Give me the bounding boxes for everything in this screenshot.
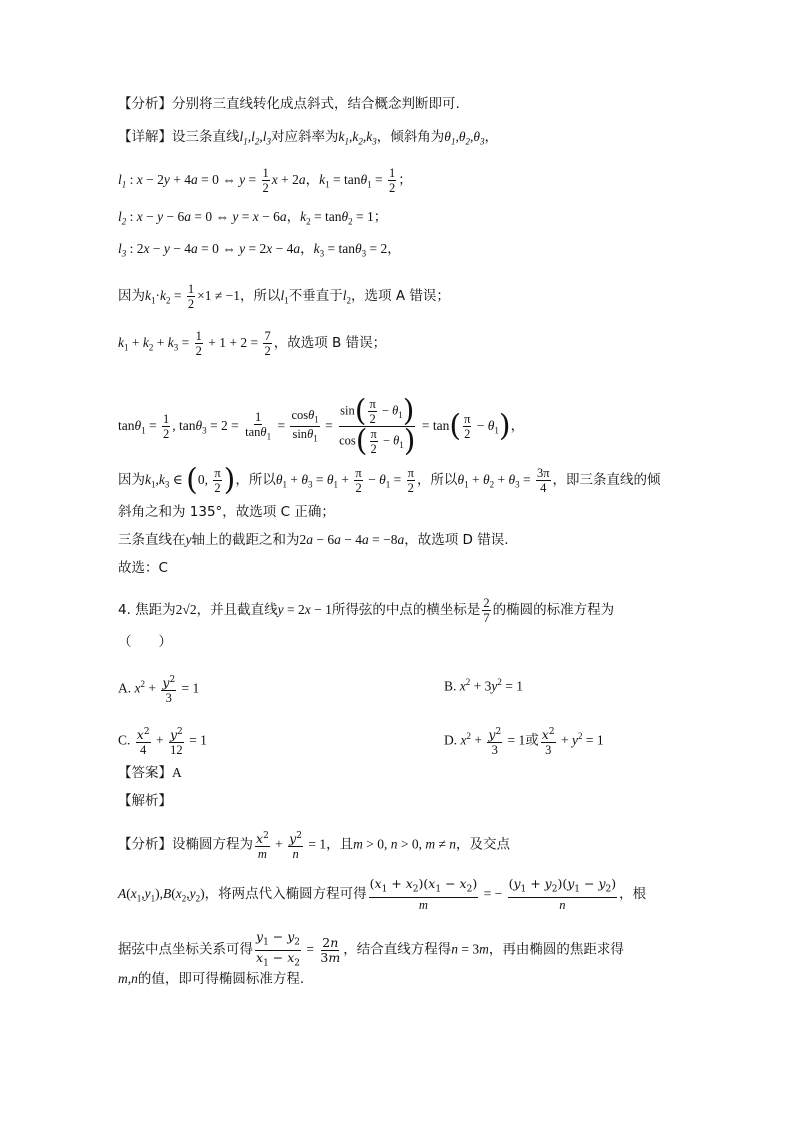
or-text: 或 — [525, 732, 539, 749]
choose-line — [118, 559, 168, 577]
because-2: 因为 — [118, 472, 145, 488]
opt-a-label: A. — [118, 680, 132, 696]
math-angles: $\theta_1,\theta_2,\theta_3$ — [444, 129, 485, 147]
analysis-body: 分别将三直线转化成点斜式，结合概念判断即可. — [172, 96, 460, 112]
fenxi2-a: 设椭圆方程为 — [172, 836, 253, 853]
detail-line: 【详解】设三条直线$l_1,l_2,l_3$对应斜率为$k_1,k_2,k_3$，倾斜角为$\theta_1,\theta_2,\theta_3$， — [118, 129, 498, 147]
question-paren — [118, 633, 172, 651]
detail-intro: 设三条直线 — [172, 129, 240, 145]
angle-sum-line: 因为$k_1,k_3$ ∈ (0, $\frac{\pi}{2}$ )，所以$\theta_1 + \theta_3 = \theta_1$ + $\frac{\pi}{2}$ − $\theta_1$ = $\frac{\pi}{2}$ ，所以$\theta_1 + \theta_2 + \theta_3$ = $\frac{3\pi}{4}$ ，即三条直线的倾 — [118, 462, 661, 498]
option-c-line — [118, 503, 335, 521]
option-c-text: 斜角之和为 135°，故选项 C 正确； — [118, 504, 335, 520]
answer-line — [118, 764, 182, 782]
fenxi2-c: ，及交点 — [456, 836, 511, 853]
detail-intro3: ，倾斜角为 — [376, 129, 445, 145]
because-1: 因为 — [118, 288, 145, 304]
opt-c-label: C. — [118, 732, 131, 748]
option-c: C. $\frac{x^2}{4}$ + $\frac{y^2}{12}$ = 1 — [118, 727, 207, 758]
analysis-label: 【分析】 — [118, 96, 172, 112]
q4-mid2: 所得弦的中点的横坐标是 — [331, 602, 481, 618]
fx-line2a: ，将两点代入椭圆方程可得 — [204, 885, 367, 902]
intercept-b: 轴上的截距之和为 — [191, 532, 300, 548]
option-b: B. $x^2 + 3y^2 = 1$ — [444, 677, 524, 694]
question-4: 4. 焦距为2√2，并且截直线y = 2x − 1所得弦的中点的横坐标是 $\frac{2}{7}$ 的椭圆的标准方程为 — [118, 596, 615, 625]
detail-intro2: 对应斜率为 — [271, 129, 339, 145]
math-lines: $l_1,l_2,l_3$ — [239, 129, 272, 147]
detail-label: 【详解】 — [118, 129, 172, 145]
paren-text: （ ） — [118, 634, 172, 650]
analysis2-line2: $A(x_1,y_1),B(x_2,y_2)$，将两点代入椭圆方程可得 $\frac{(x_1 + x_2)(x_1 - x_2)}{m}$ = − $\frac{(y_1 + y_2)(y_1 - y_2)}{n}$ ，根 — [118, 876, 647, 912]
not-perp: 不垂直于 — [288, 288, 343, 304]
math-slopes: $k_1,k_2,k_3$ — [338, 129, 377, 147]
opt-b-label: B. — [444, 678, 457, 694]
fx-line3c: ，再由椭圆的焦距求得 — [488, 941, 624, 958]
option-d-line: 三条直线在y轴上的截距之和为2a − 6a − 4a = −8a，故选项 D 错误. — [118, 532, 509, 548]
answer-label: 【答案】 — [118, 765, 172, 781]
intercept-c: ，故选项 D 错误. — [404, 532, 509, 548]
so-1: ，所以 — [240, 288, 281, 304]
opt-a-wrong: ，选项 A 错误； — [351, 288, 450, 304]
slope-sum-line: $k_1 + k_2 + k_3$ = $\frac{1}{2}$ + 1 + 2 = $\frac{7}{2}$ ，故选项 B 错误； — [118, 329, 387, 358]
analysis-line — [118, 95, 460, 113]
q4-tail: 的椭圆的标准方程为 — [492, 602, 615, 618]
opt-d-label: D. — [444, 732, 458, 748]
intercept-a: 三条直线在 — [118, 532, 186, 548]
jiexi-label: 【解析】 — [118, 793, 172, 809]
fenxi2-label: 【分析】 — [118, 836, 172, 853]
analysis2-line3: 据弦中点坐标关系可得 $\frac{y_1 - y_2}{x_1 - x_2}$ = $\frac{2n}{3m}$ ，结合直线方程得n = 3m，再由椭圆的焦距求得 — [118, 929, 624, 968]
q4-mid: ，并且截直线 — [196, 602, 278, 618]
jiexi-line — [118, 792, 172, 810]
opt-b-wrong: ，故选项 B 错误； — [273, 335, 387, 351]
sum-angle-tail: ，即三条直线的倾 — [552, 472, 661, 488]
choose-text: 故选：C — [118, 560, 168, 576]
so-3: ，所以 — [416, 472, 458, 488]
option-a: A. $x^2$ + $\frac{y^2}{3}$ = 1 — [118, 675, 200, 706]
option-d: D. $x^2$ + $\frac{y^2}{3}$ = 1或 $\frac{x^2}{3}$ + $y^2 = 1$ — [444, 727, 604, 758]
fx-line4: 的值，即可得椭圆标准方程. — [137, 971, 305, 987]
fenxi2-b: ，且 — [326, 836, 354, 853]
fx-line3b: ，结合直线方程得 — [343, 941, 452, 958]
equation-l2: $l_2$ : x − y − 6a = 0 ⇔ y = x − 6a，$k_2 = \tan\theta_2 = 1$； — [118, 209, 388, 227]
perp-check-line: 因为$k_1\cdot k_2$ = $\frac{1}{2}$ ×1 ≠ −1，所以$l_1$不垂直于$l_2$，选项 A 错误； — [118, 282, 450, 311]
q4-prefix: 4. 焦距为 — [118, 602, 176, 618]
fx-line3a: 据弦中点坐标关系可得 — [118, 941, 253, 958]
analysis2-line: 【分析】设椭圆方程为 $\frac{x^2}{m}$ + $\frac{y^2}{n}$ = 1，且m > 0, n > 0, m ≠ n，及交点 — [118, 831, 511, 862]
fx-line2b: ，根 — [619, 885, 647, 902]
analysis2-line4: m,n的值，即可得椭圆标准方程. — [118, 971, 305, 987]
tan-relation-line: tanθ$_1$ = $\frac{1}{2}$ , tanθ$_3$ = 2 = $\frac{1}{\tan\theta_1}$ = $\frac{\cos\theta_1}{\sin\theta_1}$ = sin( $\frac{\pi}{2}$ − $\theta_1$) cos( $\frac{\pi}{2}$ − $\theta_1$) = tan( $\frac{\pi}{2}$ − $\theta_1$)， — [118, 393, 525, 459]
answer-value: A — [172, 765, 182, 780]
equation-l3: $l_3$ : 2x − y − 4a = 0 ⇔ y = 2x − 4a，$k_3 = \tan\theta_3 = 2$， — [118, 241, 401, 259]
so-2: ，所以 — [235, 472, 276, 488]
equation-l1: $l_1$ : x − 2y + 4a = 0 ⇔ y = $\frac{1}{2}$ x + 2a，$k_1 = \tan\theta_1$ = $\frac{1}{2}$ ； — [118, 166, 412, 195]
